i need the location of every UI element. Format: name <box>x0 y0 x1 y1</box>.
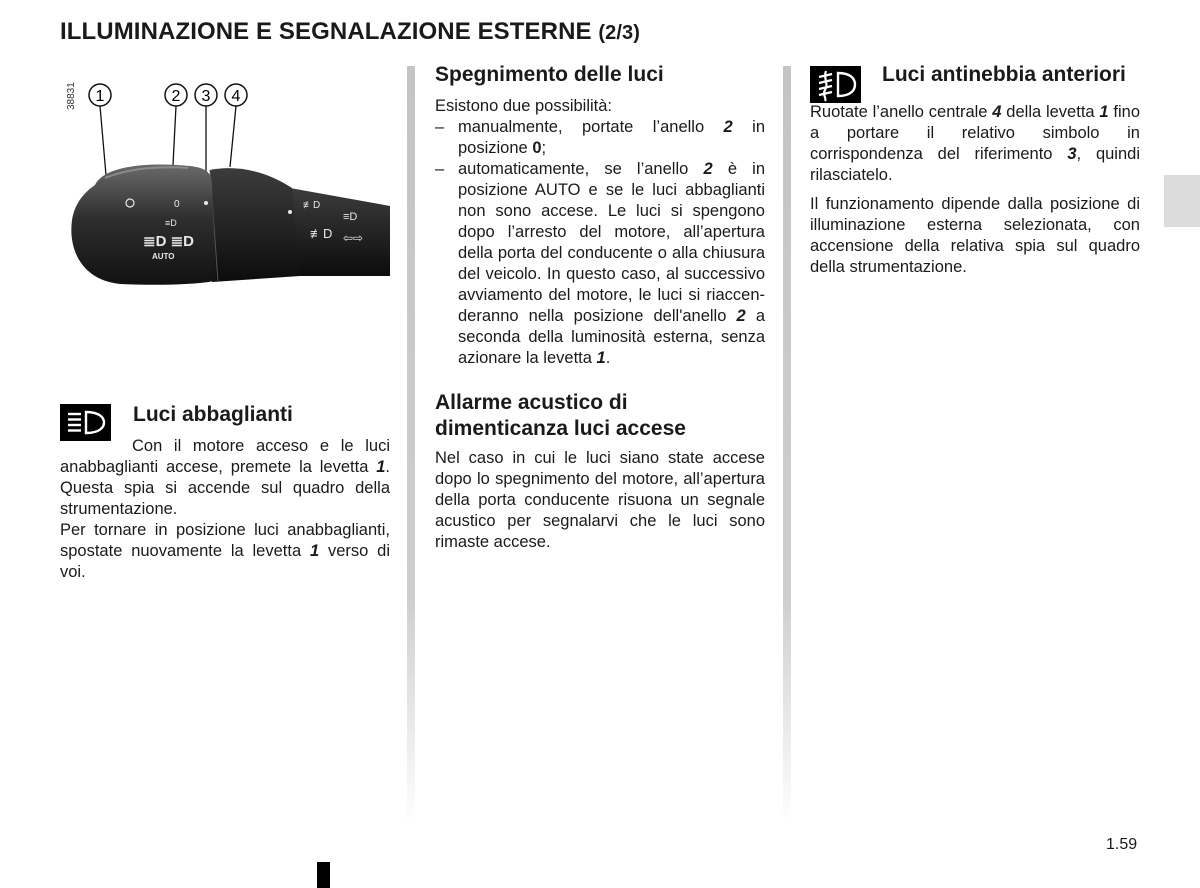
svg-text:≡D: ≡D <box>343 211 358 223</box>
high-beam-text: Con il motore acceso e le luci anabbaglianti accese, premete la levetta 1. Questa spia si accende sul quadro della strumentazione. Per tornare in posizione luci anabbaglianti, spostate nuovamente la levetta 1 verso di voi. <box>60 437 391 581</box>
lighting-lever-figure <box>60 70 390 290</box>
svg-text:2: 2 <box>171 88 181 105</box>
figure-code: 38831 <box>66 82 77 110</box>
svg-text:≣D ≣D: ≣D ≣D <box>143 233 194 250</box>
high-beam-heading: Luci abbaglianti <box>133 403 293 426</box>
callout-2 <box>165 84 187 106</box>
right-column <box>810 60 1140 278</box>
title-page-indicator: (2/3) <box>598 22 641 44</box>
page-title <box>60 18 640 46</box>
fog-lights-heading: Luci antinebbia anteriori <box>882 63 1126 86</box>
alarm-heading: Allarme acustico di dimenticanza luci accese <box>435 391 686 440</box>
alarm-text: Nel caso in cui le luci siano state accese dopo lo spegnimento del motore, all’apertura della porta conducente risuona un segnale acustico per segnalarvi che le luci sono rimaste accese. <box>435 449 765 551</box>
title-text: ILLUMINAZIONE E SEGNALAZIONE ESTERNE <box>60 18 592 45</box>
page-edge-marker <box>317 862 330 888</box>
list-item: – manualmente, portate l’anello 2 in posizione 0; <box>435 118 765 157</box>
column-separator-left <box>407 66 415 826</box>
fog-lights-text: Ruotate l’anello centrale 4 della levetta 1 fino a portare il relativo simbolo in corrispondenza del riferimento 3, quindi rilasciatelo. <box>810 103 1140 184</box>
svg-text:≡D: ≡D <box>165 218 177 228</box>
svg-text:3: 3 <box>201 88 211 105</box>
list-item: – automaticamente, se l’anello 2 è in posizione AUTO e se le luci abbaglianti non sono accese. Le luci si spengono dopo l’arresto del motore, all’apertura della porta del conducente o alla chiusura del veicolo. In questo caso, al successivo avviamento del motore, le luci si riaccenderanno nella posizione dell'anello 2 a seconda della luminosità esterna, senza azionare la levetta 1. <box>435 160 766 367</box>
section-tab-marker <box>1164 175 1200 227</box>
callout-3 <box>195 84 217 106</box>
svg-text:1: 1 <box>95 88 105 105</box>
callout-1 <box>89 84 111 106</box>
svg-text:0: 0 <box>174 199 180 210</box>
lights-off-heading: Spegnimento delle luci <box>435 63 664 86</box>
svg-text:⇦⇨: ⇦⇨ <box>343 231 364 245</box>
svg-text:AUTO: AUTO <box>152 252 175 261</box>
lever-body <box>71 164 390 284</box>
callout-4 <box>225 84 247 106</box>
svg-text:≢D: ≢D <box>303 200 321 211</box>
svg-text:≢D: ≢D <box>310 226 333 241</box>
svg-text:4: 4 <box>231 88 241 105</box>
fog-lights-text-2: Il funzionamento dipende dalla posizione di illuminazione esterna selezionata, con accensione della relativa spia sul quadro della strumentazione. <box>810 195 1140 276</box>
column-separator-right <box>783 66 791 826</box>
page-number: 1.59 <box>1106 836 1138 853</box>
lights-off-intro: Esistono due possibilità: <box>435 97 613 115</box>
middle-column <box>435 60 765 553</box>
